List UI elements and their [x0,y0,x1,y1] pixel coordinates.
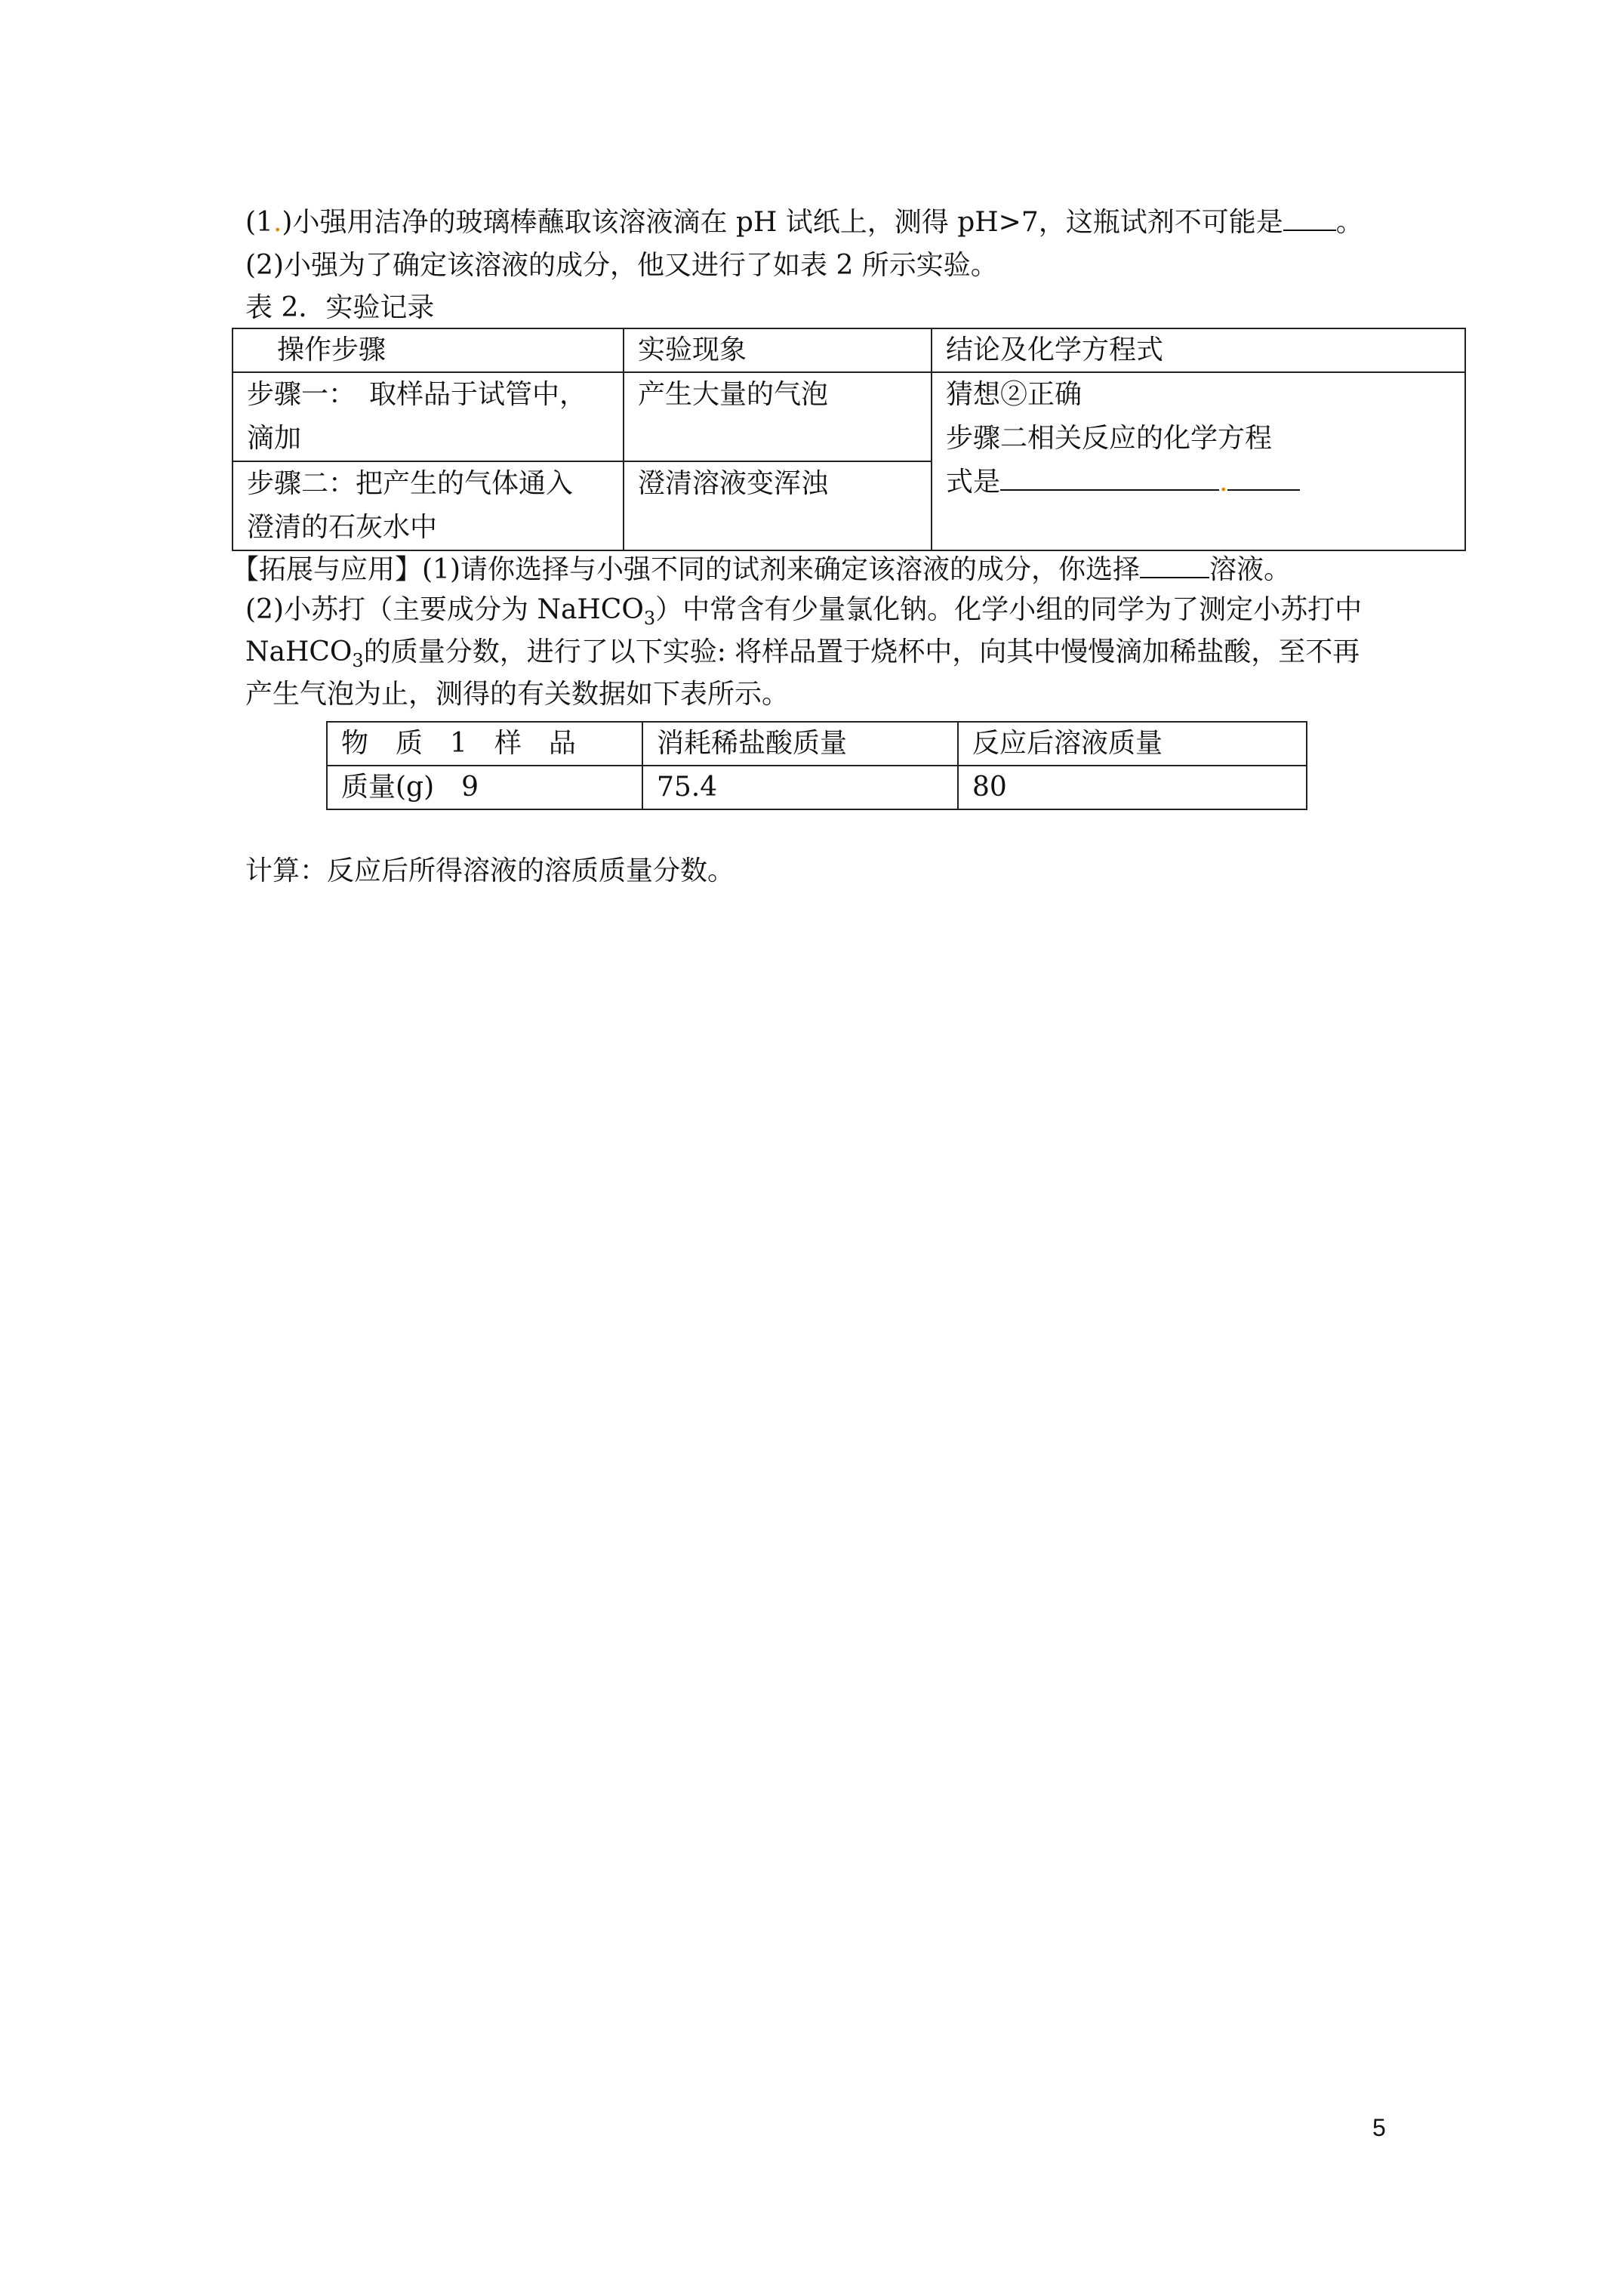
step1-line1: 步骤一： 取样品于试管中， [247,379,587,410]
step1-line2: 滴加 [247,423,302,454]
question-2: (2)小强为了确定该溶液的成分，他又进行了如表 2 所示实验。 [245,250,998,281]
table3-cell-acid-mass: 75.4 [642,766,958,809]
table2-header-conclusion: 结论及化学方程式 [932,328,1465,372]
conclusion-line3: 式是 . [946,461,1451,504]
question-1 [245,204,1363,239]
conclusion-line2: 步骤二相关反应的化学方程 [946,423,1273,454]
table2-row1-step [233,372,624,461]
experiment-record-table [232,328,1466,551]
table2-row2-step [233,461,624,550]
table2-header-steps: 操作步骤 [233,328,624,372]
table2-conclusion-cell [932,372,1465,550]
extension-part1: 【拓展与应用】(1)请你选择与小强不同的试剂来确定该溶液的成分，你选择 溶液。 [232,551,1291,587]
extension-answer-blank[interactable] [1140,551,1209,578]
table3-header-acid-mass: 消耗稀盐酸质量 [642,722,958,766]
table3-header-solution-mass: 反应后溶液质量 [958,722,1307,766]
q1-text: )小强用洁净的玻璃棒蘸取该溶液滴在 pH 试纸上，测得 pH>7，这瓶试剂不可能是 [282,207,1283,238]
equation-answer-blank-2[interactable] [1227,464,1300,491]
mass-data-table [326,721,1307,810]
calculation-prompt: 计算：反应后所得溶液的溶质质量分数。 [245,855,735,886]
equation-answer-blank[interactable] [1000,464,1219,491]
table3-header-substance: 物 质 1 样 品 [327,722,642,766]
extension-part2-line3: 产生气泡为止，测得的有关数据如下表所示。 [245,679,790,710]
table3-cell-solution-mass: 80 [958,766,1307,809]
q1-prefix: (1 [245,207,273,238]
q1-answer-blank[interactable] [1283,204,1336,231]
q1-end: 。 [1335,207,1363,238]
extension-part2-line2: NaHCO$_3$的质量分数，进行了以下实验: 将样品置于烧杯中，向其中慢慢滴加稀盐酸，至不再 [245,636,1360,672]
orange-dot: . [1219,467,1228,498]
step2-line1: 步骤二：把产生的气体通入 [247,468,574,499]
table2-row1-phenomenon: 产生大量的气泡 [624,372,932,461]
table2-header-phenomenon: 实验现象 [624,328,932,372]
table3-cell-sample-mass: 质量(g) 9 [327,766,642,809]
extension-part2-line1: (2)小苏打（主要成分为 NaHCO$_3$）中常含有少量氯化钠。化学小组的同学为了测定小苏打中 [245,594,1363,630]
step2-line2: 澄清的石灰水中 [247,512,438,543]
table2-caption: 表 2．实验记录 [245,292,435,323]
table2-row2-phenomenon: 澄清溶液变浑浊 [624,461,932,550]
page-number: 5 [1372,2114,1386,2141]
conclusion-line1: 猜想②正确 [946,379,1083,410]
q1-dot: . [273,207,282,238]
